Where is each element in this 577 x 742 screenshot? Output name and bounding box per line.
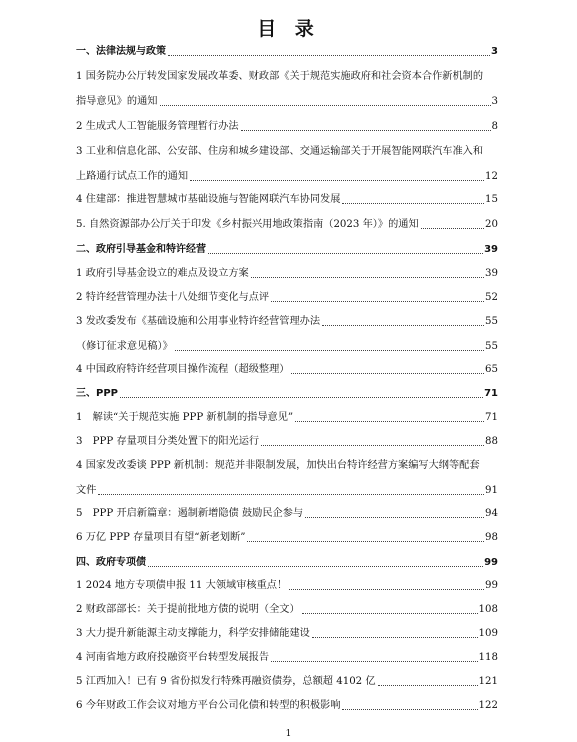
toc-page-number: 121 [478, 676, 498, 687]
toc-entry-title: 5 PPP 开启新篇章：遏制新增隐债 鼓励民企参与 [76, 508, 304, 519]
dot-leader [98, 494, 484, 495]
dot-leader [148, 566, 483, 567]
page-number: 1 [285, 729, 292, 739]
toc-entry-title-line1: 3 工业和信息化部、公安部、住房和城乡建设部、交通运输部关于开展智能网联汽车准入和 [76, 146, 484, 157]
toc-entry-title: 二、政府引导基金和特许经营 [76, 244, 206, 255]
toc-item[interactable] [76, 627, 498, 641]
dot-leader [312, 637, 478, 638]
dot-leader [421, 228, 484, 229]
toc-entry-title: 1 2024 地方专项债申报 11 大领域审核重点！ [76, 580, 288, 591]
dot-leader [295, 421, 484, 422]
toc-section[interactable] [76, 45, 498, 59]
toc-item[interactable] [76, 70, 498, 109]
toc-page-number: 88 [485, 436, 498, 447]
toc-item[interactable] [76, 315, 498, 329]
toc-page-number: 20 [485, 219, 498, 230]
toc-entry-title: 3 发改委发布《基础设施和公用事业特许经营管理办法 [76, 316, 321, 327]
toc-page-number: 71 [485, 412, 498, 423]
toc-page-number: 99 [485, 580, 498, 591]
toc-page-number: 99 [484, 557, 498, 568]
toc-entry-title: 2 财政部部长：关于提前批地方债的说明（全文） [76, 604, 300, 615]
dot-leader [168, 55, 490, 56]
toc-entry-title: 四、政府专项债 [76, 557, 146, 568]
toc-entry-title: 指导意见》的通知 [76, 96, 158, 107]
toc-entry-title: 2 特许经营管理办法十八处细节变化与点评 [76, 292, 270, 303]
toc-page-number: 3 [491, 46, 498, 57]
dot-leader [160, 105, 491, 106]
dot-leader [302, 613, 478, 614]
toc-page-number: 71 [484, 388, 498, 399]
toc-item[interactable] [76, 340, 498, 354]
toc-entry-title: 4 中国政府特许经营项目操作流程（超级整理） [76, 364, 290, 375]
toc-item[interactable] [76, 291, 498, 305]
dot-leader [190, 180, 484, 181]
toc-item[interactable] [76, 363, 498, 377]
toc-entry-title: （修订征求意见稿）》 [76, 341, 173, 352]
toc-page-number: 12 [485, 171, 498, 182]
dot-leader [120, 397, 483, 398]
toc-page-number: 39 [485, 268, 498, 279]
toc-page-number: 98 [485, 532, 498, 543]
toc-item[interactable] [76, 267, 498, 281]
dot-leader [261, 445, 484, 446]
dot-leader [271, 661, 477, 662]
dot-leader [305, 517, 484, 518]
toc-page-number: 55 [485, 341, 498, 352]
toc-entry-title: 5 江西加入！已有 9 省份拟发行特殊再融资债券，总额超 4102 亿 [76, 676, 376, 687]
dot-leader [322, 325, 484, 326]
toc-item[interactable] [76, 675, 498, 689]
toc-entry-title: 6 今年财政工作会议对地方平台公司化债和转型的积极影响 [76, 700, 341, 711]
toc-page-number: 52 [485, 292, 498, 303]
toc-page-number: 108 [478, 604, 498, 615]
toc-entry-title: 三、PPP [76, 388, 118, 399]
dot-leader [251, 277, 484, 278]
toc-page-number: 65 [485, 364, 498, 375]
toc-entry-title: 5. 自然资源部办公厅关于印发《乡村振兴用地政策指南（2023 年）》的通知 [76, 219, 419, 230]
toc-page-number: 15 [485, 194, 498, 205]
dot-leader [271, 301, 484, 302]
dot-leader [241, 130, 491, 131]
toc-page-number: 122 [478, 700, 498, 711]
toc-item[interactable] [76, 531, 498, 545]
toc-page-number: 55 [485, 316, 498, 327]
toc-page-number: 118 [478, 652, 498, 663]
toc-entry-title-line1: 1 国务院办公厅转发国家发展改革委、财政部《关于规范实施政府和社会资本合作新机制的 [76, 71, 484, 82]
toc-item[interactable] [76, 435, 498, 449]
toc-item[interactable] [76, 603, 498, 617]
toc-item[interactable] [76, 651, 498, 665]
toc-item[interactable] [76, 218, 498, 232]
page-title: 目 录 [257, 18, 320, 40]
toc-item[interactable] [76, 579, 498, 593]
toc-item[interactable] [76, 459, 498, 498]
toc-page-number: 3 [491, 96, 498, 107]
toc-entry-title: 6 万亿 PPP 存量项目有望“新老划断” [76, 532, 246, 543]
dot-leader [291, 373, 484, 374]
toc-entry-title-line1: 4 国家发改委谈 PPP 新机制：规范并非限制发展，加快出台特许经营方案编写大纲等配套 [76, 460, 480, 471]
toc-page-number: 94 [485, 508, 498, 519]
toc-entry-title: 3 大力提升新能源主动支撑能力，科学安排储能建设 [76, 628, 310, 639]
toc-page-number: 91 [485, 485, 498, 496]
dot-leader [342, 709, 477, 710]
dot-leader [247, 541, 484, 542]
toc-item[interactable] [76, 699, 498, 713]
toc-entry-title: 一、法律法规与政策 [76, 46, 166, 57]
toc-entry-title: 2 生成式人工智能服务管理暂行办法 [76, 121, 239, 132]
toc-entry-title: 文件 [76, 485, 97, 496]
toc-section[interactable] [76, 243, 498, 257]
dot-leader [342, 203, 484, 204]
dot-leader [378, 685, 478, 686]
toc-item[interactable] [76, 411, 498, 425]
toc-item[interactable] [76, 507, 498, 521]
toc-page-number: 39 [484, 244, 498, 255]
toc-item[interactable] [76, 145, 498, 184]
toc-entry-title: 1 政府引导基金设立的难点及设立方案 [76, 268, 249, 279]
toc-item[interactable] [76, 120, 498, 134]
toc-item[interactable] [76, 193, 498, 207]
toc-entry-title: 3 PPP 存量项目分类处置下的阳光运行 [76, 436, 260, 447]
toc-page-number: 109 [478, 628, 498, 639]
toc-entry-title: 上路通行试点工作的通知 [76, 171, 189, 182]
toc-section[interactable] [76, 556, 498, 570]
toc-entry-title: 4 住建部：推进智慧城市基础设施与智能网联汽车协同发展 [76, 194, 341, 205]
dot-leader [208, 253, 483, 254]
dot-leader [289, 589, 484, 590]
toc-section[interactable] [76, 387, 498, 401]
toc-page-number: 8 [491, 121, 498, 132]
toc-entry-title: 1 解读“关于规范实施 PPP 新机制的指导意见” [76, 412, 294, 423]
toc-entry-title: 4 河南省地方政府投融资平台转型发展报告 [76, 652, 270, 663]
dot-leader [175, 350, 484, 351]
